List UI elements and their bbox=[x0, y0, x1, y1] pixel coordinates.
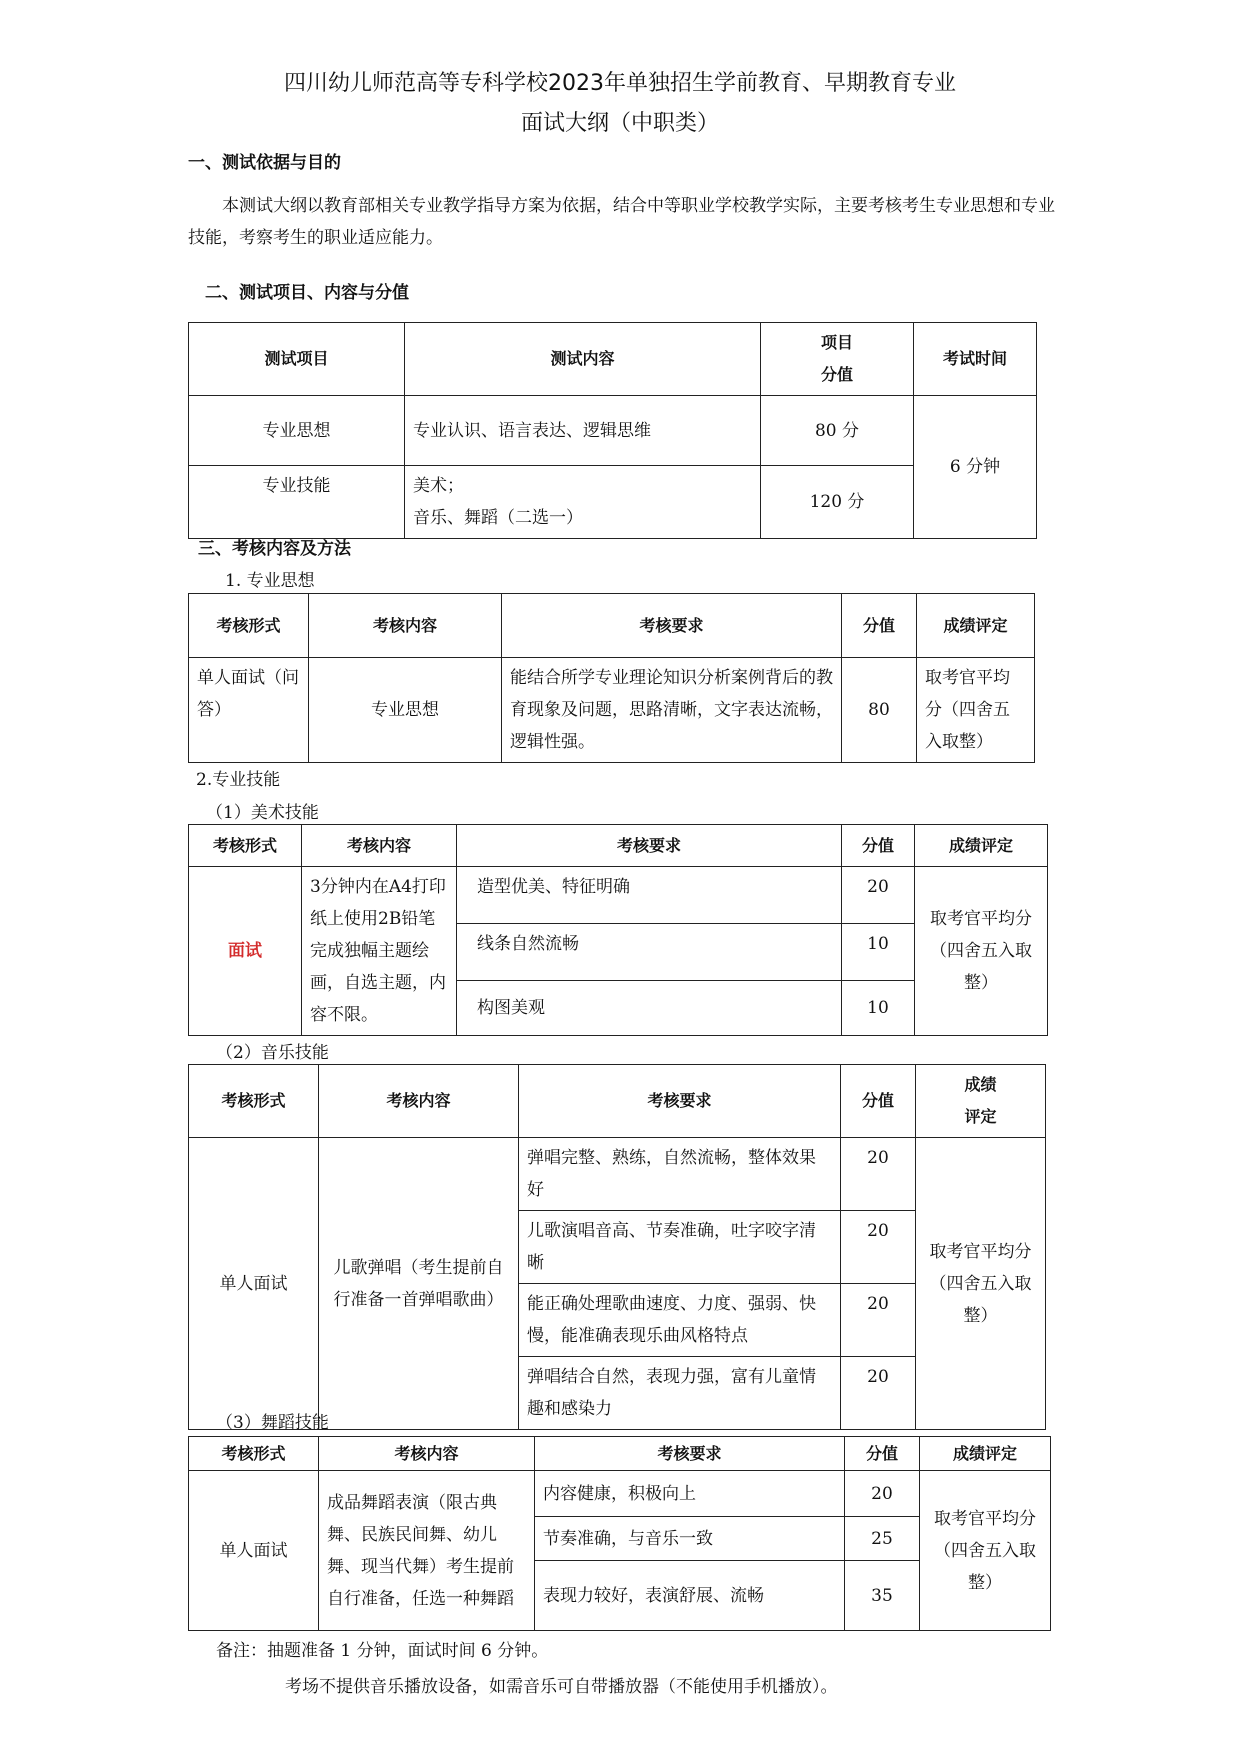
header-item-score: 项目分值 bbox=[761, 323, 914, 396]
music-assessment-table bbox=[188, 1064, 1046, 1430]
score-cell: 20 bbox=[845, 1471, 920, 1517]
header-grading: 成绩评定 bbox=[917, 594, 1035, 658]
header-requirement: 考核要求 bbox=[502, 594, 842, 658]
score-cell: 20 bbox=[842, 867, 915, 924]
document-title-line1: 四川幼儿师范高等专科学校2023年单独招生学前教育、早期教育专业 bbox=[284, 71, 956, 96]
header-grading: 成绩评定 bbox=[915, 825, 1048, 867]
section2-heading: 二、测试项目、内容与分值 bbox=[205, 283, 409, 303]
header-score: 分值 bbox=[842, 825, 915, 867]
requirement-cell: 造型优美、特征明确 bbox=[457, 867, 842, 924]
header-form: 考核形式 bbox=[189, 825, 302, 867]
content-cell: 3分钟内在A4打印纸上使用2B铅笔完成独幅主题绘画，自选主题，内容不限。 bbox=[302, 867, 457, 1036]
test-items-table bbox=[188, 322, 1037, 539]
section1-heading: 一、测试依据与目的 bbox=[188, 153, 341, 173]
requirement-cell: 能正确处理歌曲速度、力度、强弱、快慢，能准确表现乐曲风格特点 bbox=[519, 1284, 841, 1357]
header-requirement: 考核要求 bbox=[519, 1065, 841, 1138]
header-test-content: 测试内容 bbox=[405, 323, 761, 396]
remark-line: 备注：抽题准备 1 分钟，面试时间 6 分钟。 bbox=[216, 1641, 549, 1661]
music-skills-label: （2）音乐技能 bbox=[216, 1043, 329, 1063]
exam-time-cell: 6 分钟 bbox=[914, 396, 1037, 539]
score-cell: 10 bbox=[842, 981, 915, 1036]
art-skills-label: （1）美术技能 bbox=[206, 803, 319, 823]
score-cell: 80 bbox=[842, 658, 917, 763]
row-item: 专业思想 bbox=[189, 396, 405, 466]
requirement-cell: 能结合所学专业理论知识分析案例背后的教育现象及问题，思路清晰，文字表达流畅，逻辑性强。 bbox=[502, 658, 842, 763]
form-cell: 单人面试 bbox=[189, 1138, 319, 1430]
requirement-cell: 节奏准确，与音乐一致 bbox=[535, 1517, 845, 1561]
header-requirement: 考核要求 bbox=[457, 825, 842, 867]
sub-heading-professional-skills: 2.专业技能 bbox=[196, 770, 281, 790]
header-score: 分值 bbox=[841, 1065, 916, 1138]
content-cell: 儿歌弹唱（考生提前自行准备一首弹唱歌曲） bbox=[319, 1138, 519, 1430]
row-item: 专业技能 bbox=[189, 466, 405, 539]
score-cell: 10 bbox=[842, 924, 915, 981]
header-score: 分值 bbox=[845, 1437, 920, 1471]
form-cell: 单人面试 bbox=[189, 1471, 319, 1631]
thought-assessment-table bbox=[188, 593, 1035, 763]
form-cell: 面试 bbox=[189, 867, 302, 1036]
content-cell: 专业思想 bbox=[309, 658, 502, 763]
row-content: 专业认识、语言表达、逻辑思维 bbox=[405, 396, 761, 466]
requirement-cell: 表现力较好，表演舒展、流畅 bbox=[535, 1561, 845, 1631]
dance-skills-label: （3）舞蹈技能 bbox=[216, 1413, 329, 1433]
content-cell: 成品舞蹈表演（限古典舞、民族民间舞、幼儿舞、现当代舞）考生提前自行准备，任选一种舞蹈 bbox=[319, 1471, 535, 1631]
grading-cell: 取考官平均分（四舍五入取整） bbox=[916, 1138, 1046, 1430]
header-content: 考核内容 bbox=[319, 1065, 519, 1138]
art-assessment-table bbox=[188, 824, 1048, 1036]
header-test-item: 测试项目 bbox=[189, 323, 405, 396]
header-score: 分值 bbox=[842, 594, 917, 658]
row-score: 80 分 bbox=[761, 396, 914, 466]
dance-assessment-table bbox=[188, 1436, 1051, 1631]
score-cell: 20 bbox=[841, 1357, 916, 1430]
header-exam-time: 考试时间 bbox=[914, 323, 1037, 396]
requirement-cell: 儿歌演唱音高、节奏准确，吐字咬字清晰 bbox=[519, 1211, 841, 1284]
header-content: 考核内容 bbox=[319, 1437, 535, 1471]
grading-cell: 取考官平均分（四舍五入取整） bbox=[920, 1471, 1051, 1631]
venue-note: 考场不提供音乐播放设备，如需音乐可自带播放器（不能使用手机播放）。 bbox=[285, 1677, 838, 1697]
row-score: 120 分 bbox=[761, 466, 914, 539]
row-content: 美术； 音乐、舞蹈（二选一） bbox=[405, 466, 761, 539]
requirement-cell: 线条自然流畅 bbox=[457, 924, 842, 981]
grading-cell: 取考官平均分（四舍五入取整） bbox=[915, 867, 1048, 1036]
requirement-cell: 内容健康，积极向上 bbox=[535, 1471, 845, 1517]
score-cell: 20 bbox=[841, 1284, 916, 1357]
requirement-cell: 弹唱结合自然，表现力强，富有儿童情趣和感染力 bbox=[519, 1357, 841, 1430]
form-cell: 单人面试（问答） bbox=[189, 658, 309, 763]
header-grading: 成绩评定 bbox=[920, 1437, 1051, 1471]
score-cell: 20 bbox=[841, 1138, 916, 1211]
header-grading: 成绩评定 bbox=[916, 1065, 1046, 1138]
header-form: 考核形式 bbox=[189, 1065, 319, 1138]
header-form: 考核形式 bbox=[189, 594, 309, 658]
header-requirement: 考核要求 bbox=[535, 1437, 845, 1471]
header-form: 考核形式 bbox=[189, 1437, 319, 1471]
requirement-cell: 构图美观 bbox=[457, 981, 842, 1036]
section3-heading: 三、考核内容及方法 bbox=[198, 539, 351, 559]
header-content: 考核内容 bbox=[302, 825, 457, 867]
score-cell: 35 bbox=[845, 1561, 920, 1631]
grading-cell: 取考官平均分（四舍五入取整） bbox=[917, 658, 1035, 763]
section1-paragraph: 本测试大纲以教育部相关专业教学指导方案为依据，结合中等职业学校教学实际，主要考核考生专业思想和专业技能，考察考生的职业适应能力。 bbox=[188, 196, 1055, 248]
score-cell: 25 bbox=[845, 1517, 920, 1561]
header-content: 考核内容 bbox=[309, 594, 502, 658]
sub-heading-professional-thought: 1. 专业思想 bbox=[225, 571, 315, 591]
score-cell: 20 bbox=[841, 1211, 916, 1284]
document-title-line2: 面试大纲（中职类） bbox=[520, 111, 719, 136]
requirement-cell: 弹唱完整、熟练，自然流畅，整体效果好 bbox=[519, 1138, 841, 1211]
